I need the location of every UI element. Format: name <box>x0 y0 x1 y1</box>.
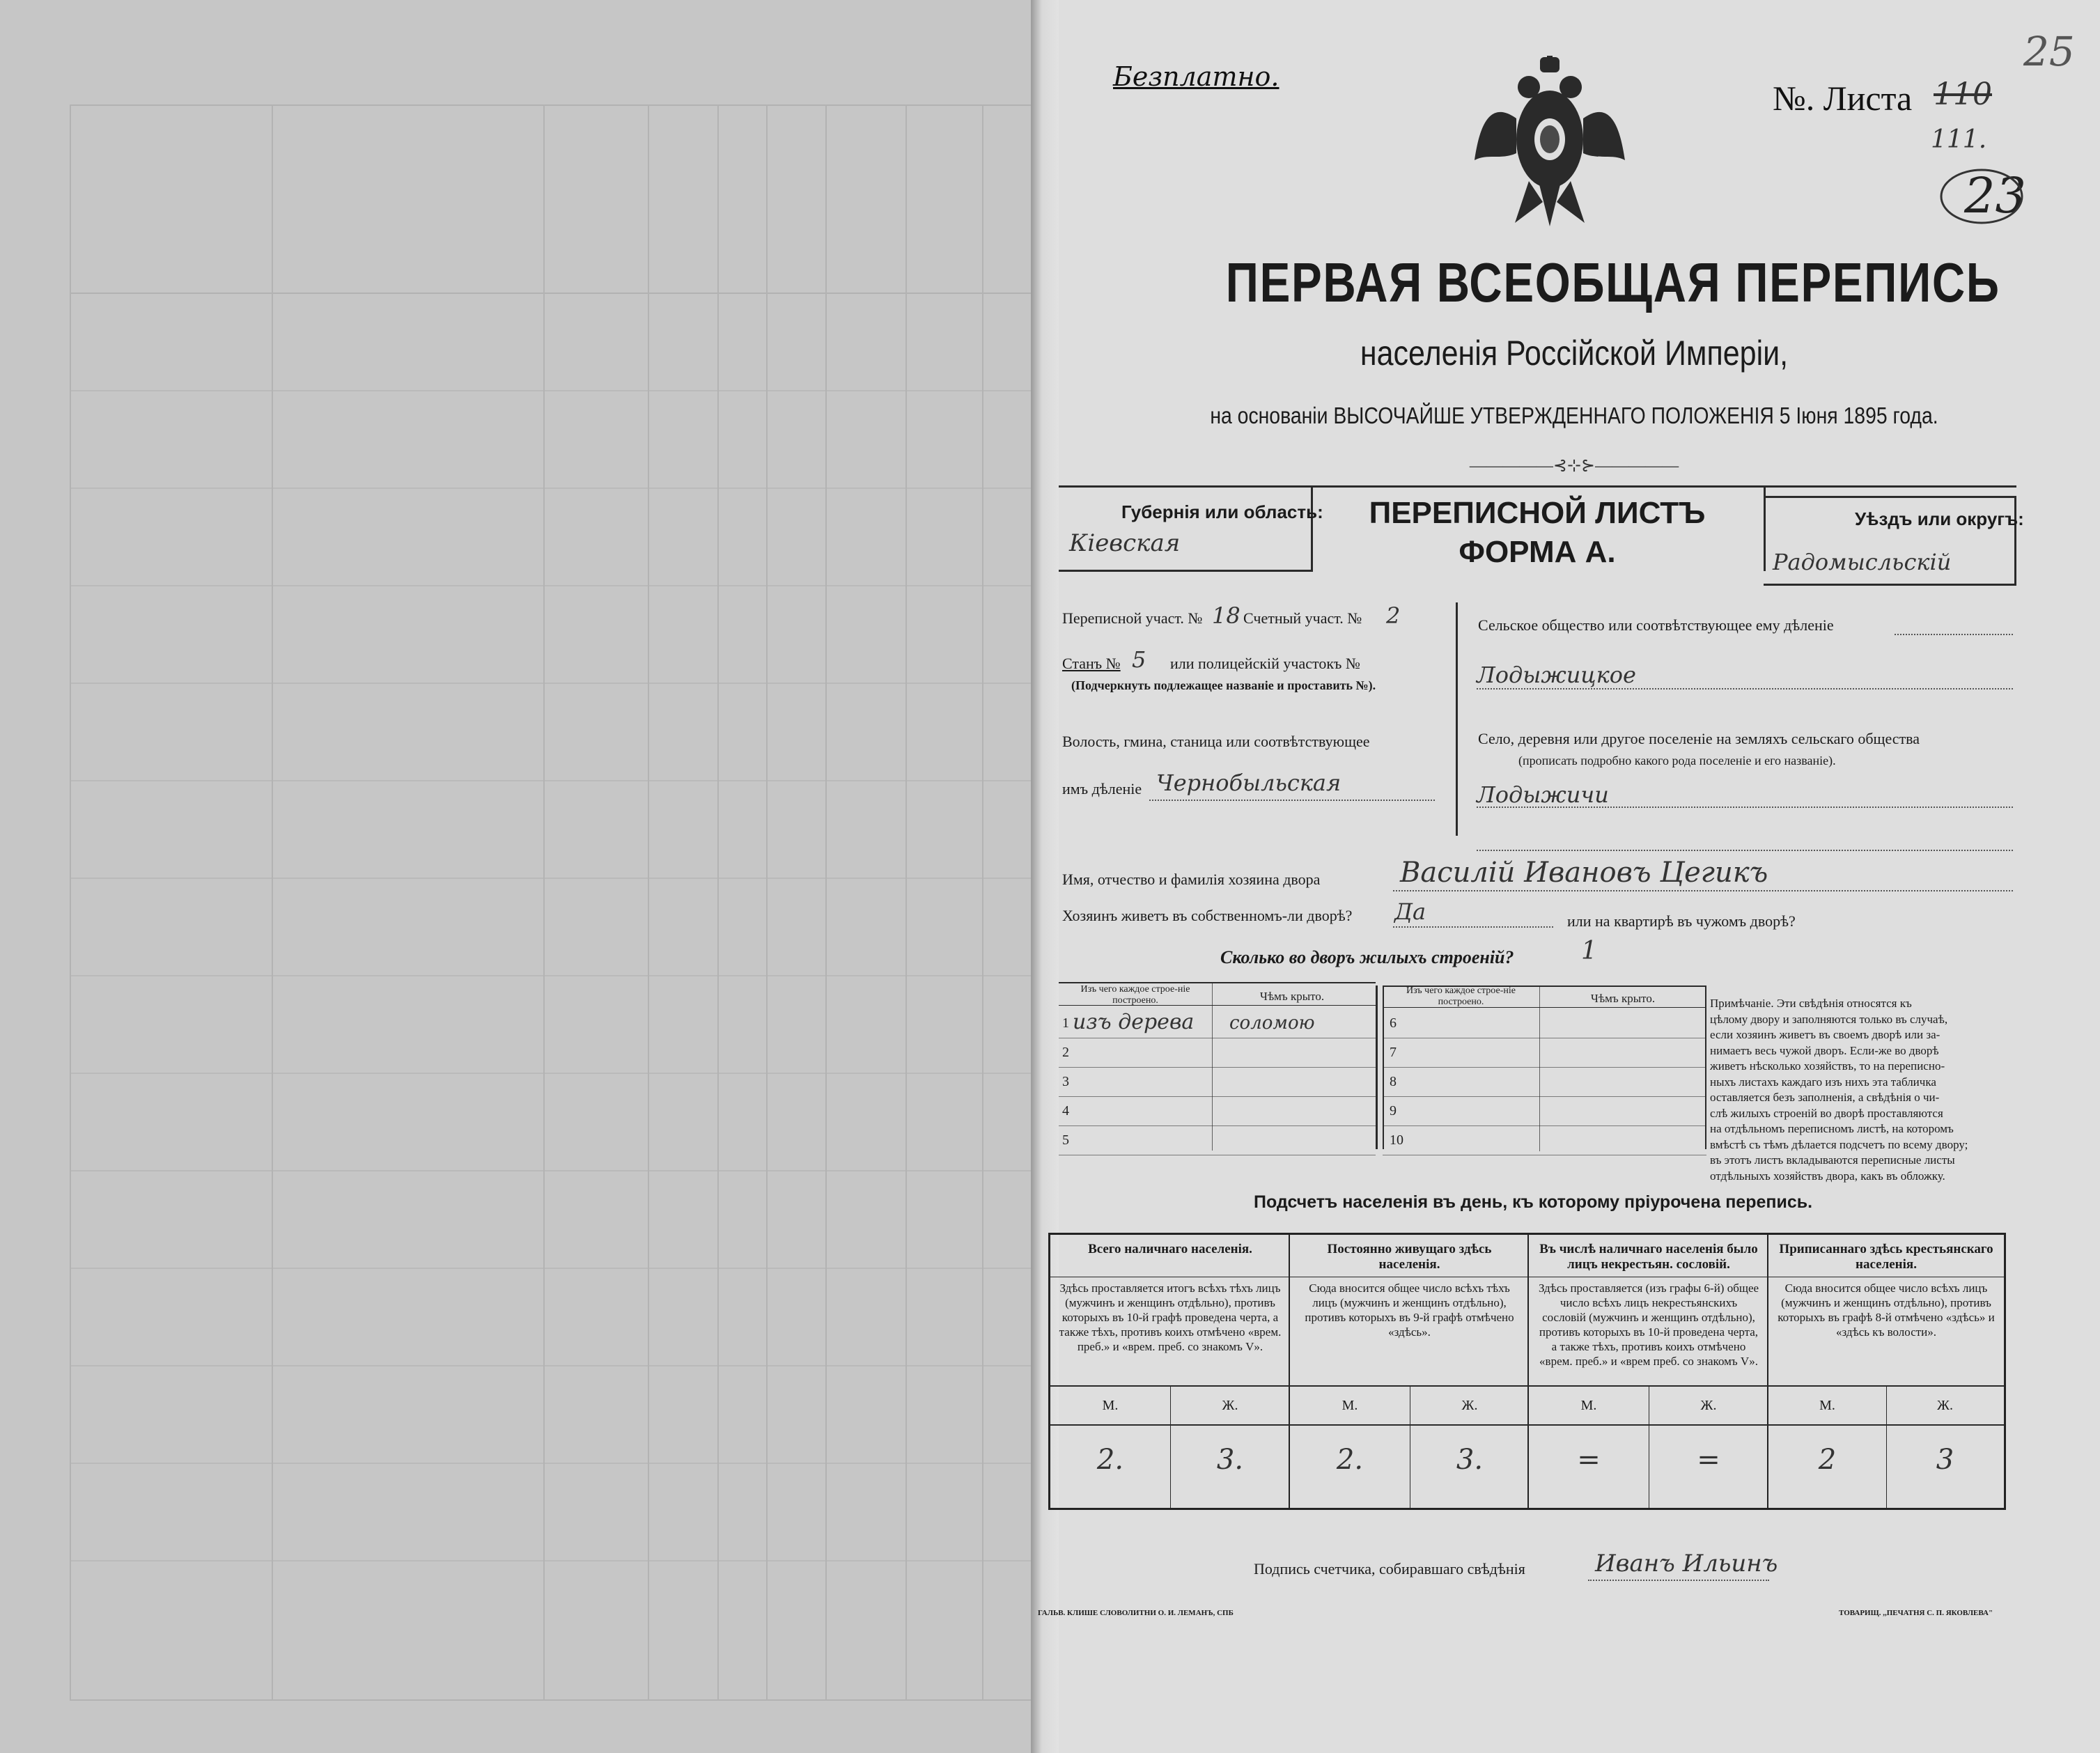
gubernia-value: Кіевская <box>1069 529 1181 557</box>
row-rule <box>1290 1424 1529 1426</box>
population-column-title: Постоянно живущаго здѣсь населенія. <box>1327 1242 1492 1272</box>
col-material-header: Изъ чего каждое строе-ніе построено. <box>1080 984 1190 1006</box>
note-line: цѣлому двору и заполняются только въ случаѣ, <box>1710 1012 1948 1026</box>
village-note: (прописать подробно какого рода поселеніе и его названіе). <box>1518 754 1836 768</box>
building-roof: соломою <box>1229 1013 1315 1034</box>
row-rule <box>1050 1424 1290 1426</box>
building-row-number: 7 <box>1390 1045 1397 1060</box>
female-label: Ж. <box>1461 1398 1478 1413</box>
row-rule <box>1059 1096 1376 1097</box>
note-line: оставляется безъ заполненія, а свѣдѣнія о чи- <box>1710 1091 1940 1104</box>
building-row-number: 9 <box>1390 1103 1397 1119</box>
note-line: вмѣстѣ съ тѣмъ дѣлается подсчетъ по всему двору; <box>1710 1137 1968 1151</box>
note-block <box>1710 996 2016 1184</box>
row-rule <box>1383 1096 1706 1097</box>
building-row-number: 10 <box>1390 1132 1403 1148</box>
building-row-number: 2 <box>1062 1045 1069 1060</box>
building-row-number: 4 <box>1062 1103 1069 1119</box>
note-line: нимаетъ весь чужой дворъ. Если-же во дворѣ <box>1710 1043 1939 1057</box>
left-imprint: ГАЛЬВ. КЛИШЕ СЛОВОЛИТНИ О. И. ЛЕМАНЪ, СПБ <box>1038 1609 1234 1617</box>
gubernia-label: Губернія или область: <box>1121 501 1323 522</box>
row-rule <box>1768 1424 2004 1426</box>
census-title: ПЕРВАЯ ВСЕОБЩАЯ ПЕРЕПИСЬ <box>1225 251 2000 313</box>
population-column <box>1768 1235 2004 1508</box>
building-row-number: 1 <box>1062 1015 1069 1031</box>
row-rule <box>1059 1125 1376 1126</box>
own-yard-label: Хозяинъ живетъ въ собственномъ-ли дворѣ? <box>1062 907 1353 924</box>
census-subtitle: населенія Россійской Имперіи, <box>1360 334 1789 373</box>
note-line: въ этотъ листъ вкладываются переписные листы <box>1710 1153 1955 1167</box>
signature-value: Иванъ Ильинъ <box>1595 1550 1778 1577</box>
imperial-eagle-emblem <box>1473 56 1626 230</box>
building-row-number: 3 <box>1062 1074 1069 1089</box>
female-count: 3. <box>1456 1444 1484 1476</box>
male-count: = <box>1577 1444 1601 1476</box>
population-column-description: Сюда вносится общее число всѣхъ лицъ (мужчинъ и женщинъ отдѣльно), противъ которыхъ въ графѣ 8-й отмѣчено «здѣсь» и «здѣсь къ волости». <box>1778 1281 1995 1339</box>
population-column-title: Всего наличнаго населенія. <box>1088 1242 1252 1256</box>
population-heading: Подсчетъ населенія въ день, къ которому пріурочена перепись. <box>1254 1192 1813 1212</box>
building-row-number: 8 <box>1390 1074 1397 1089</box>
note-line: живетъ нѣсколько хозяйствъ, то на переписно- <box>1710 1059 1945 1073</box>
row-rule <box>1529 1424 1768 1426</box>
society-value: Лодыжицкое <box>1477 662 1636 688</box>
male-count: 2. <box>1096 1444 1124 1476</box>
male-count: 2. <box>1336 1444 1364 1476</box>
signature-label: Подпись счетчика, собиравшаго свѣдѣнія <box>1254 1560 1525 1577</box>
note-line: Примѣчаніе. Эти свѣдѣнія относятся къ <box>1710 997 1912 1010</box>
village-label: Село, деревня или другое поселеніе на земляхъ сельскаго общества <box>1478 730 1920 747</box>
own-yard-value: Да <box>1394 898 1426 925</box>
row-rule <box>1383 1067 1706 1068</box>
census-basis: на основаніи ВЫСОЧАЙШЕ УТВЕРЖДЕННАГО ПОЛОЖЕНІЯ 5 Іюня 1895 года. <box>1210 403 1938 428</box>
col-roof-header-right: Чѣмъ крыто. <box>1590 992 1656 1005</box>
note-line: отдѣльныхъ хозяйствъ двора, какъ въ обложку. <box>1710 1169 1945 1183</box>
circle-mark <box>1936 160 2027 230</box>
female-count: = <box>1697 1444 1720 1476</box>
census-district-label: Переписной участ. № <box>1062 609 1203 627</box>
female-label: Ж. <box>1937 1398 1953 1413</box>
count-district-value: 2 <box>1386 602 1401 629</box>
population-column-description: Сюда вносится общее число всѣхъ тѣхъ лицъ (мужчинъ и женщинъ отдѣльно), противъ которыхъ въ 9-й графѣ отмѣчено «здѣсь». <box>1305 1281 1514 1339</box>
volost-label-1: Волость, гмина, станица или соотвѣтствующее <box>1062 733 1370 750</box>
uezd-label: Уѣздъ или округъ: <box>1855 508 2024 529</box>
population-column <box>1529 1235 1768 1508</box>
population-column-description: Здѣсь проставляется (изъ графы 6-й) общее число всѣхъ лицъ некрестьянскихъ сословій (мужчинъ и женщинъ отдѣльно), противъ которыхъ въ 10-й проведена черта, а также тѣхъ, противъ коихъ отмѣчено «врем. преб.» и «врем преб. со знакомъ V». <box>1538 1281 1759 1368</box>
circled-number: 23 <box>1964 167 2027 224</box>
form-title-line2: ФОРМА А. <box>1459 535 1616 569</box>
right-imprint: ТОВАРИЩ. ,,ПЕЧАТНЯ С. П. ЯКОВЛЕВА" <box>1839 1609 1993 1617</box>
form-title-line1: ПЕРЕПИСНОЙ ЛИСТЪ <box>1369 496 1706 530</box>
underline-note: (Подчеркнуть подлежащее названіе и проставить №). <box>1071 678 1376 692</box>
male-label: М. <box>1580 1398 1597 1413</box>
village-value: Лодыжичи <box>1477 781 1609 808</box>
population-column <box>1290 1235 1529 1508</box>
rented-label: или на квартирѣ въ чужомъ дворѣ? <box>1567 912 1796 930</box>
volost-label-2: имъ дѣленіе <box>1062 780 1142 797</box>
building-row-number: 5 <box>1062 1132 1069 1148</box>
count-district-label: Счетный участ. № <box>1243 609 1362 627</box>
female-label: Ж. <box>1700 1398 1717 1413</box>
owner-name-label: Имя, отчество и фамилія хозяина двора <box>1062 871 1321 888</box>
decorative-divider: —————⊰⊹⊱————— <box>1469 457 1679 475</box>
note-line: ныхъ листахъ каждаго изъ нихъ эта табличка <box>1710 1075 1936 1089</box>
sheet-number-value: 111. <box>1931 125 1987 154</box>
note-line: если хозяинъ живетъ въ своемъ дворѣ или за- <box>1710 1028 1940 1041</box>
society-label: Сельское общество или соотвѣтствующее ему дѣленіе <box>1478 616 1834 634</box>
male-label: М. <box>1102 1398 1119 1413</box>
left-page-blank-sheet <box>0 0 1031 1753</box>
volost-value: Чернобыльская <box>1156 770 1341 796</box>
row-rule <box>1383 1125 1706 1126</box>
sheet-number-label: №. Листа <box>1773 79 1913 118</box>
female-count: 3. <box>1216 1444 1244 1476</box>
population-table <box>1048 1233 2006 1510</box>
census-district-value: 18 <box>1212 602 1240 629</box>
population-column-title: Въ числѣ наличнаго населенія было лицъ некрестьян. сословій. <box>1539 1242 1758 1272</box>
female-count: 3 <box>1936 1444 1954 1476</box>
male-count: 2 <box>1818 1444 1837 1476</box>
population-column-title: Приписаннаго здѣсь крестьянскаго населенія. <box>1779 1242 1993 1272</box>
buildings-value: 1 <box>1581 937 1597 965</box>
building-material: изъ дерева <box>1073 1010 1195 1034</box>
population-column <box>1050 1235 1290 1508</box>
col-material-header-right: Изъ чего каждое строе-ніе построено. <box>1406 985 1516 1007</box>
col-roof-header: Чѣмъ крыто. <box>1259 990 1325 1003</box>
free-label: Безплатно. <box>1113 61 1280 92</box>
sheet-number-struck: 110 <box>1934 77 1992 112</box>
stan-label: Станъ № <box>1062 655 1121 672</box>
corner-number: 25 <box>2023 28 2075 75</box>
male-label: М. <box>1341 1398 1358 1413</box>
police-label: или полицейскій участокъ № <box>1170 655 1360 672</box>
row-rule <box>1059 1067 1376 1068</box>
uezd-value: Радомысльскій <box>1773 549 1952 575</box>
note-line: слѣ жилыхъ строеній во дворѣ проставляются <box>1710 1106 1943 1120</box>
note-line: на отдѣльномъ переписномъ листѣ, на которомъ <box>1710 1122 1954 1135</box>
stan-value: 5 <box>1132 646 1146 673</box>
buildings-label: Сколько во дворъ жилыхъ строеній? <box>1220 947 1514 967</box>
building-row-number: 6 <box>1390 1015 1397 1031</box>
female-label: Ж. <box>1222 1398 1238 1413</box>
male-label: М. <box>1819 1398 1835 1413</box>
owner-name-value: Василій Ивановъ Цегикъ <box>1400 857 1768 889</box>
population-column-description: Здѣсь проставляется итогъ всѣхъ тѣхъ лицъ (мужчинъ и женщинъ отдѣльно), противъ которыхъ въ 10-й графѣ проведена черта, а также тѣхъ, противъ коихъ отмѣчено «врем. преб.» и «врем. преб. со знакомъ V». <box>1059 1281 1282 1353</box>
